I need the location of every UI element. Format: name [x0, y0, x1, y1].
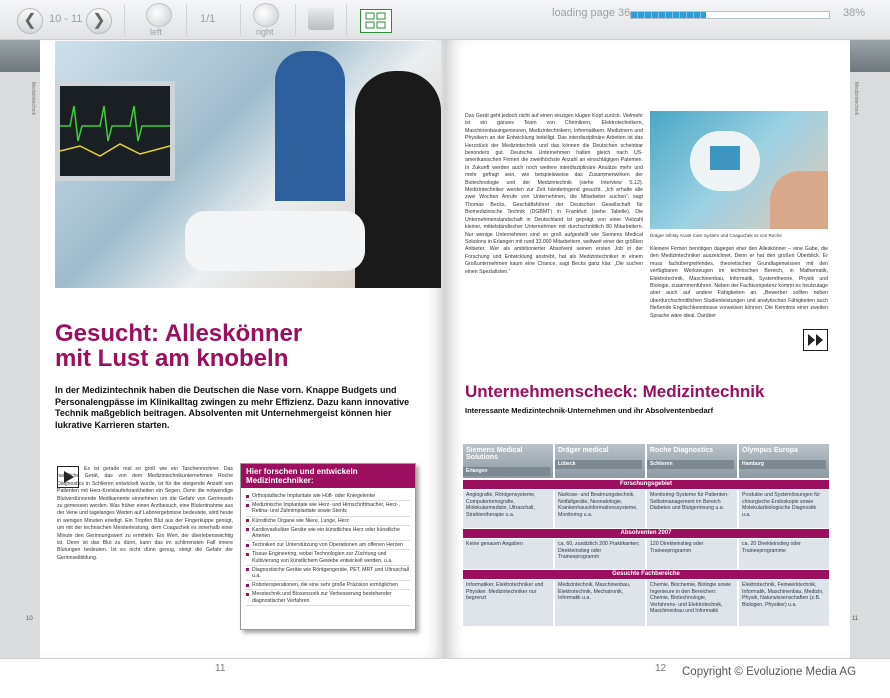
- research-box: [240, 463, 416, 630]
- table-cell: Keine genauen Angaben: [463, 539, 553, 569]
- right-col1-text: Das Gerät geht jedoch nicht auf einen einzigen klugen Kopf zurück. Vielmehr ist ein ganzes Team von Chemikern, Elektrotechnikern, Maschinenbauingenieuren, Medizintechnikern, Informatikern, Medizinern und Physikern an der Entwicklung beteiligt. Das interdisziplinäre Arbeiten ist das Herzstück der Medizintechnik und das können die Deutschen scheinbar besonders gut. Deutsche Unternehmen halten gleich nach US-amerikanischen Firmen die zweithöchste Anzahl an einschlägigen Patenten. In Zukunft werden auch noch weitere interdisziplinäre Ansätze mehr und mehr gefragt sein, wie beispielsweise das Zusammenwirken der Biotechnologie und der Medizintechnik (siehe Interview S.12). Medizintechniker werden zur Zeit händeringend gesucht. „Ich erhalte alle zwei Wochen Anrufe von Unternehmen, die Mitarbeiter suchen“, sagt Thomas Becks, Geschäftsführer der Deutschen Gesellschaft für Biomedizinische Technik (DGBMT) in Frankfurt (siehe Tabelle). Die Unternehmenslandschaft in Deutschland ist geprägt von einer Vielzahl kleiner, mittelständischer Unternehmen mit durchschnittlich 80 Mitarbeitern. Nur wenige Unternehmen sind so groß aufgestellt wie Siemens Medical Solutions in Erlangen mit rund 33.000 Mitarbeitern, weltweit einer der größten Anbieter. Wer als ambitionierter Absolvent seinen ersten Job in der Forschung und Entwicklung anstrebt, hat als Medizintechniker in einem Großunternehmen kaum eine Chance, sagt Becks ganz klar. „Die suchen einen Spezialisten.“: [465, 113, 643, 275]
- table-cell: Elektrotechnik, Feinwerktechnik, Informatik, Maschinenbau, Medizin, Physik, Naturwissenschaften (z.B. Biologen, Physiker) u.a.: [739, 580, 829, 626]
- device-photo: [650, 111, 828, 229]
- next-page-button[interactable]: [86, 8, 112, 34]
- chevron-right-icon: ❯: [92, 12, 106, 29]
- table-cell: Narkose- und Beatmungstechnik, Notfallgeräte, Neonatologie, Krankenhausinformationssysteme, Monitoring u.a.: [555, 490, 645, 528]
- research-item: Diagnostische Geräte wie Röntgengeräte, PET, MRT und Ultraschall u.a.: [246, 566, 410, 581]
- table-cell: Medizintechnik, Maschinenbau, Elektrotechnik, Mechatronik, Informatik u.a.: [555, 580, 645, 626]
- table-cell: ca. 20 Direkteinstieg oder Traineeprogramme: [739, 539, 829, 569]
- table-cell: Monitoring-Systeme für Patienten-Selbstmanagement im Bereich Diabetes und Blutgerinnung u.a.: [647, 490, 737, 528]
- chevron-left-icon: ❮: [23, 12, 37, 29]
- next-edge-tab[interactable]: [850, 40, 890, 72]
- monitor-image: [55, 81, 175, 181]
- right-page-number: 11: [852, 616, 859, 622]
- status-right-page: 12: [655, 663, 667, 674]
- left-side-label: Medizintechnik: [30, 82, 36, 116]
- company-header: Olympus Europa Hamburg: [739, 444, 829, 478]
- prev-edge-tab[interactable]: [0, 40, 40, 72]
- doctor-figure: [275, 51, 345, 201]
- progress-percent: 38%: [843, 7, 866, 19]
- nurse-figure: [355, 71, 441, 288]
- left-label: left: [150, 27, 163, 37]
- research-item: Messtechnik und Biosensorik zur Verbesserung bestehender diagnostischer Verfahren: [246, 590, 410, 605]
- thumbnails-button[interactable]: [360, 9, 392, 33]
- grid-icon: [361, 10, 391, 32]
- continue-icon[interactable]: [803, 329, 828, 351]
- hand-image: [770, 171, 828, 229]
- research-box-title: Hier forschen und entwickeln Medizintechniker:: [241, 464, 415, 488]
- table-cell: Produkte und Systemlösungen für chirurgische Endoskopie sowie Molekularbiologische Diagnostik u.a.: [739, 490, 829, 528]
- table-cell: Informatiker, Elektrotechniker und Physiker. Medizintechniker nur begrenzt: [463, 580, 553, 626]
- research-item: Künstliche Organe wie Niere, Lunge, Herz: [246, 517, 410, 526]
- table-cell: Chemie, Biochemie, Biologie sowie Ingenieure in den Bereichen: Chemie, Biotechnologie, Verfahrens- und Elektrotechnik, Maschinenbau und Informatik: [647, 580, 737, 626]
- company-header: Dräger medical Lübeck: [555, 444, 645, 478]
- lead-paragraph: In der Medizintechnik haben die Deutschen die Nase vorn. Knappe Budgets und Personalengpässe im Klinikalltag zwingen zu mehr Effizienz. Dazu kann innovative Technik maßgeblich beitragen. Absolventen mit Unternehmergeist können hier lukrative Karrieren starten.: [55, 385, 410, 430]
- row-label-graduates: Absolventen 2007: [463, 529, 829, 538]
- row-label-research: Forschungsgebiet: [463, 480, 829, 489]
- loading-progress: [630, 11, 830, 19]
- table-cell: ca. 60, zusätzlich 200 Praktikanten; Direkteinstieg oder Traineeprogramm: [555, 539, 645, 569]
- right-label: right: [256, 27, 274, 37]
- left-page-number: 10: [26, 616, 33, 622]
- table-cell: 120 Direkteinstieg oder Traineeprogramm: [647, 539, 737, 569]
- research-item: Tissue Engineering, wobei Technologien zur Züchtung und Kultivierung von künstlichem Gewebe entwickelt werden, u.a.: [246, 550, 410, 565]
- loading-text: loading page 36: [552, 7, 631, 19]
- status-bar: [0, 658, 890, 698]
- prev-page-button[interactable]: [17, 8, 43, 34]
- right-side-label: Medizintechnik: [853, 82, 859, 116]
- section-title: Unternehmenscheck: Medizintechnik: [465, 382, 765, 401]
- research-item: Kardiovaskuläre Geräte wie ein künstliches Herz oder künstliche Arterien: [246, 526, 410, 541]
- print-button[interactable]: [308, 8, 334, 30]
- section-subtitle: Interessante Medizintechnik-Unternehmen und ihr Absolventenbedarf: [465, 406, 714, 415]
- company-header: Siemens Medical Solutions Erlangen: [463, 444, 553, 478]
- headline: Gesucht: Alleskönner mit Lust am knobeln: [55, 320, 303, 372]
- page-range: 10 - 11: [49, 13, 83, 25]
- zoom-left-button[interactable]: [146, 3, 172, 27]
- research-item: Roboteroperationen, die eine sehr große Präzision ermöglichen: [246, 581, 410, 590]
- row-label-fields: Gesuchte Fachbereiche: [463, 570, 829, 579]
- research-item: Orthopädische Implantate wie Hüft- oder Kniegelenke: [246, 492, 410, 501]
- left-body-text: Es ist gerade mal so groß wie ein Taschenrechner. Das handliche Gerät, das von dem Medizintechnikunternehmen Roche Diagnostics in Schlieren entwickelt wurde, ist für die steigende Anzahl von Patienten mit Herz-Kreislauferkrankheiten ein Segen. Denn die notwendige Blutverdünnende Medikamente einnehmen um die Gefahr von Gerinnseln zu gemessen werden. Was früher einen Arztbesuch, eine Blutentnahme aus der Vene und tagelanges Warten auf Laborergebnisse bedeutete, wird heute in wenigen Minuten erledigt. Ein Tropfen Blut aus der Fingerkuppe genügt, um mit der technischen Meisterleistung, dem Coaguchek es innerhalb einer Minute den Gerinnungswert zu ermitteln. Ein Wert, der überlebenswichtig ist. Denn ist das Blut zu dünn, kann das im schlimmsten Fall innere Blutungen bedeuten. Ist es nicht dünn genug, steigt die Gefahr der Gerinnselbildung.: [57, 466, 233, 561]
- toolbar: [0, 0, 890, 40]
- bed-figure: [185, 211, 365, 271]
- research-item: Techniken zur Unterstützung von Operationen am offenen Herzen: [246, 541, 410, 550]
- page-count: 1/1: [200, 13, 216, 25]
- photo-caption: Dräger Infinity Acute Care System und Coaguchek xs von Roche: [650, 233, 782, 238]
- table-cell: Angiografie, Röntgensysteme, Computertomografie, Molekularmedizin, Ultraschall, Strahlentherapie u.a.: [463, 490, 553, 528]
- status-left-page: 11: [215, 663, 226, 674]
- company-header: Roche Diagnostics Schlieren: [647, 444, 737, 478]
- copyright: Copyright © Evoluzione Media AG: [682, 666, 857, 678]
- zoom-right-button[interactable]: [253, 3, 279, 27]
- research-item: Medizinische Implantate wie Herz- und Hirnschrittmacher, Herz-, Retina- und Zahnimplantate sowie Stents: [246, 501, 410, 516]
- research-box-list: [241, 488, 415, 610]
- hospital-photo: [55, 41, 441, 288]
- right-col2-text: Kleinere Firmen benötigen dagegen eher den Alleskönner – eine Gabe, die den Medizintechniker auszeichnet. Denn er hat den großen Überblick. Er muss fachübergreifendes, theoretisches Grundlagenwissen mit den verfügbaren Werkzeugen im technischen Bereich, in Mathematik, Elektrotechnik, Maschinenbau, Informatik, Systemtheorie, Physik und Biologie, zusammenführen. Neben der Fachkompetenz kommt es heutzutage aber auch auf andere Fähigkeiten an. „Bewerber sollten neben überdurchschnittlichen Studienleistungen und analytischen Fähigkeiten auch fließende Englischkenntnisse vorweisen können. Die Kenntnis einer zweiten Sprache wäre ideal. Darüber: [650, 246, 828, 319]
- device-screen: [710, 146, 740, 170]
